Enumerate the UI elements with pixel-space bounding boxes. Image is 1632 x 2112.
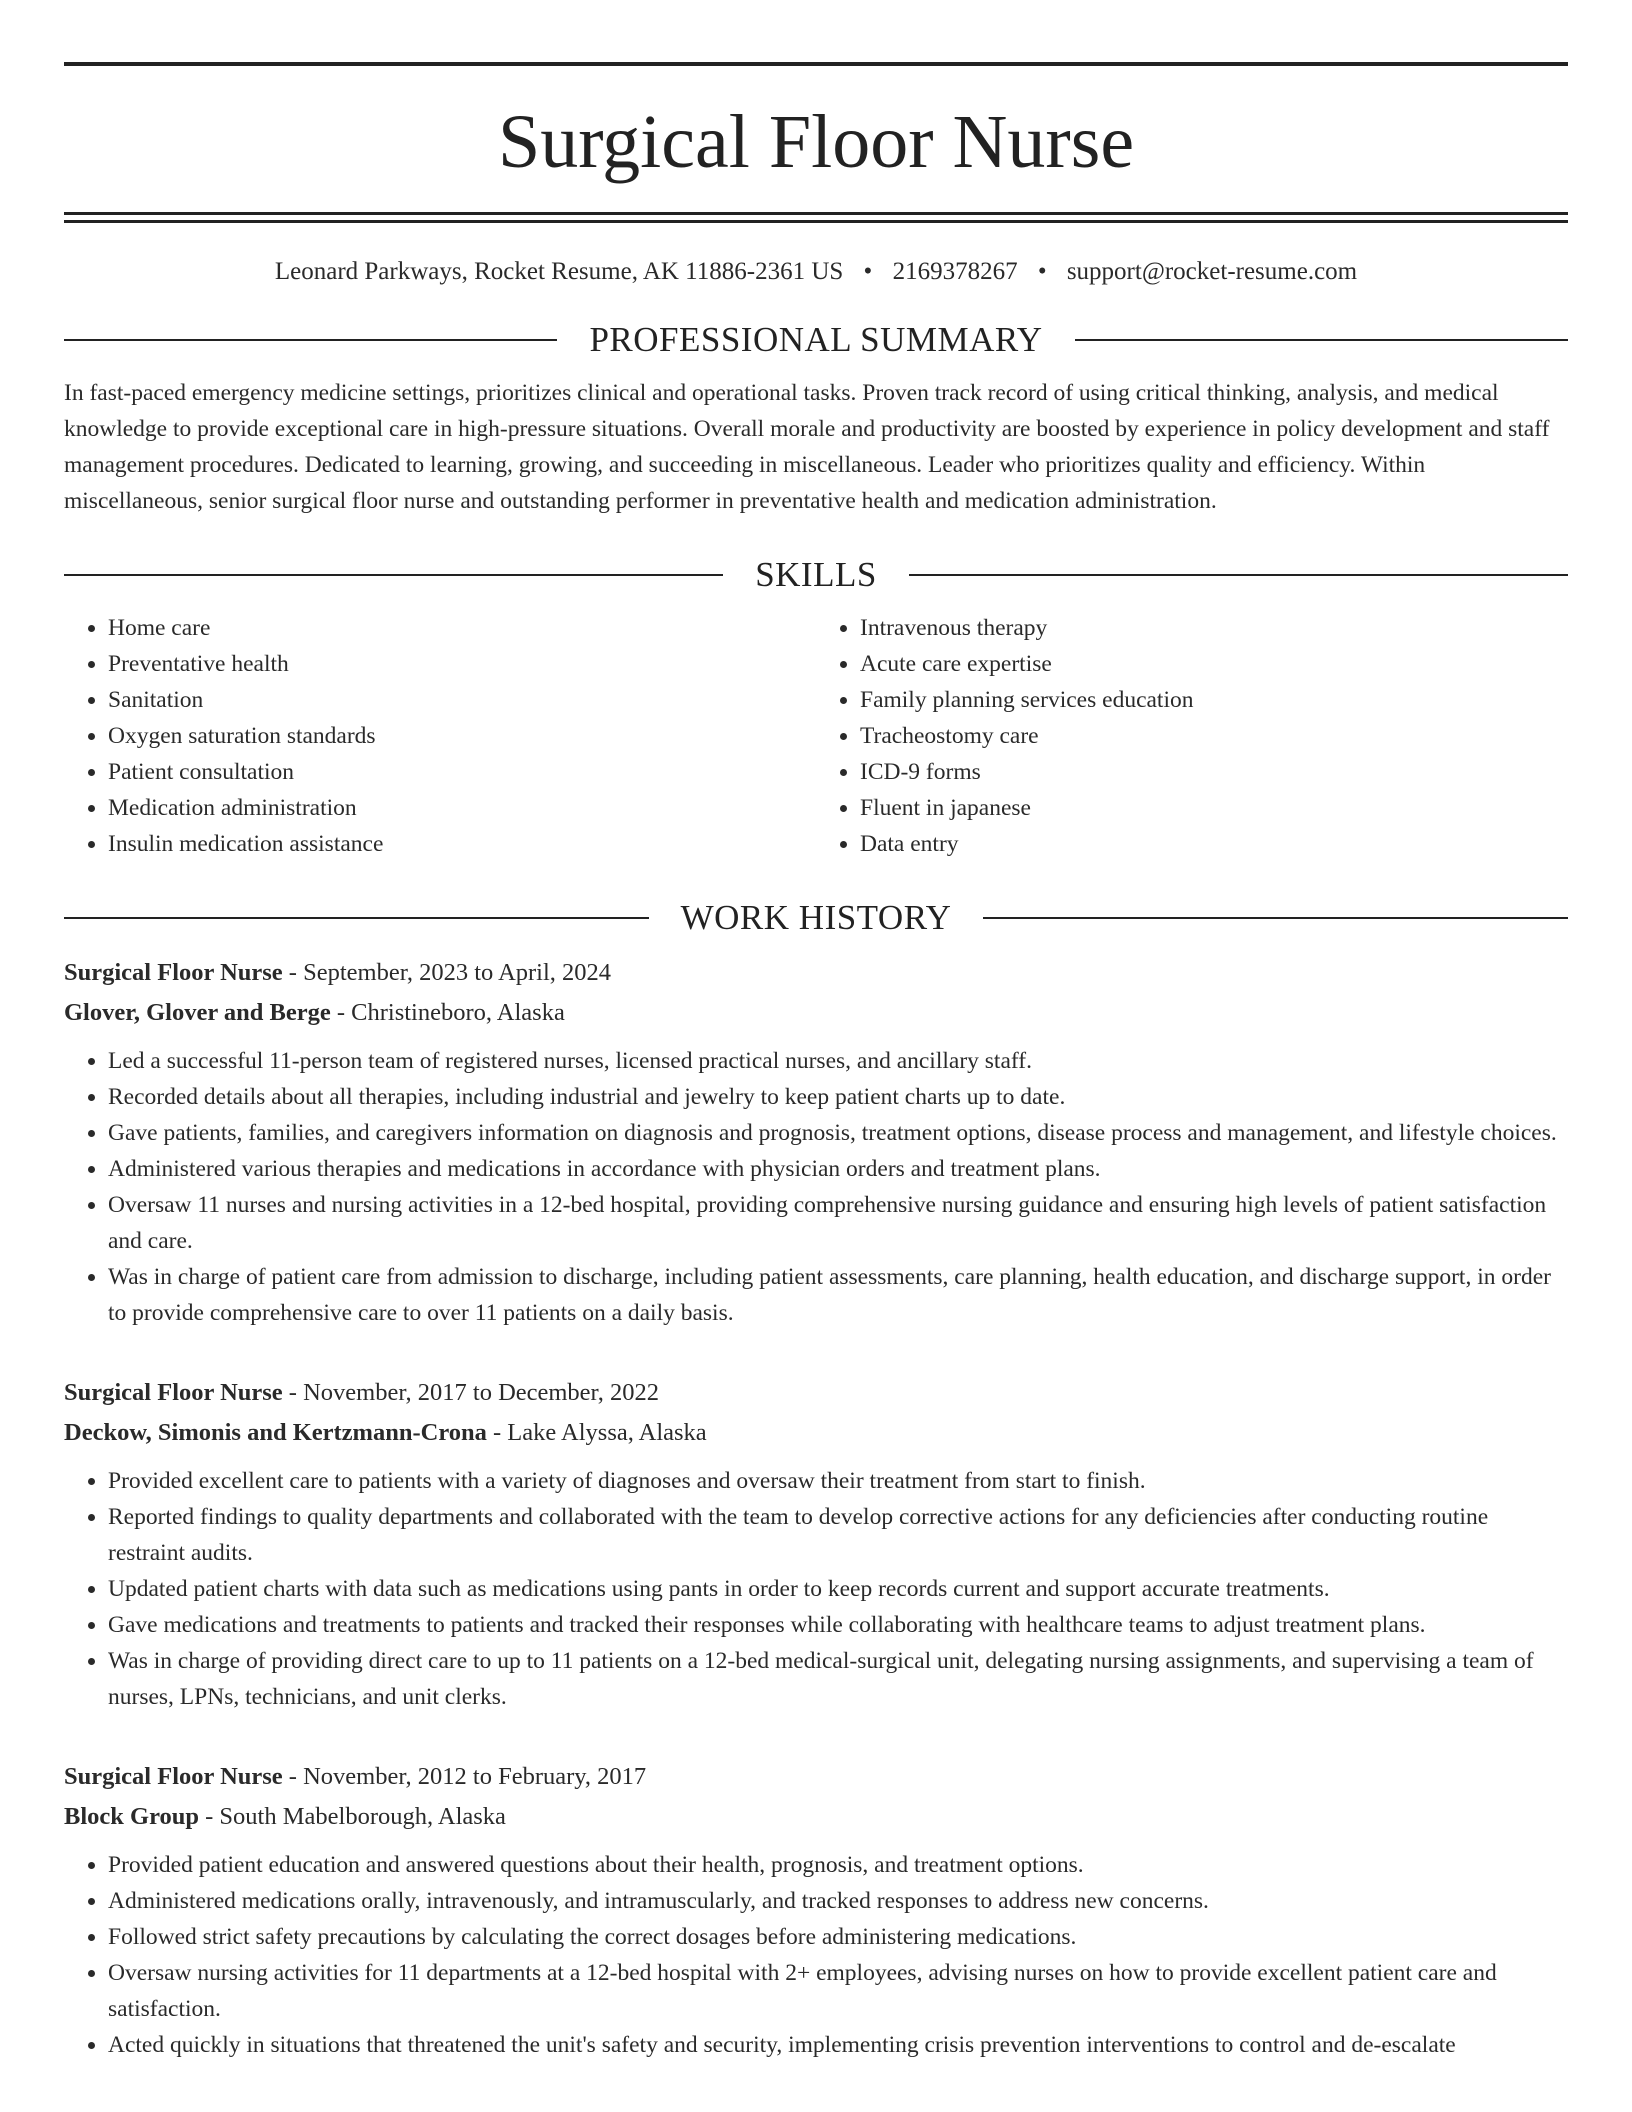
job-title-line xyxy=(64,953,1568,993)
job-dates: - November, 2012 to February, 2017 xyxy=(282,1763,647,1790)
work-section-header xyxy=(64,900,1568,935)
contact-address: Leonard Parkways, Rocket Resume, AK 11886-2361 US xyxy=(274,258,844,285)
summary-section-header xyxy=(64,322,1568,357)
skills-list-right xyxy=(816,610,1568,862)
skills-section-header xyxy=(64,557,1568,592)
divider-line xyxy=(64,574,723,576)
job-bullet: • Recorded details about all therapies, including industrial and jewelry to keep patient charts up to date. xyxy=(108,1079,1568,1115)
work-heading: WORK HISTORY xyxy=(680,898,952,937)
divider-line xyxy=(909,574,1568,576)
job-entry xyxy=(64,1373,1568,1715)
skill-item: • Sanitation xyxy=(108,682,816,718)
job-bullet: • Was in charge of patient care from admission to discharge, including patient assessments, care planning, health education, and discharge support, in order to provide comprehensive care to over 11 patients on a daily basis. xyxy=(108,1259,1568,1331)
skill-item: • Home care xyxy=(108,610,816,646)
job-location: - Christineboro, Alaska xyxy=(330,999,565,1026)
summary-heading: PROFESSIONAL SUMMARY xyxy=(589,320,1043,359)
job-bullet: • Updated patient charts with data such as medications using pants in order to keep records current and support accurate treatments. xyxy=(108,1571,1568,1607)
job-company-line xyxy=(64,1797,1568,1837)
job-title-line xyxy=(64,1757,1568,1797)
job-company: Deckow, Simonis and Kertzmann-Crona xyxy=(64,1419,487,1446)
skills-list-left xyxy=(64,610,816,862)
job-location: - South Mabelborough, Alaska xyxy=(199,1803,506,1830)
skill-item: • Acute care expertise xyxy=(860,646,1568,682)
job-title-line xyxy=(64,1373,1568,1413)
skill-item: • Preventative health xyxy=(108,646,816,682)
job-company-line xyxy=(64,1413,1568,1453)
skill-item: • Patient consultation xyxy=(108,754,816,790)
job-bullet: • Provided excellent care to patients with a variety of diagnoses and oversaw their treatment from start to finish. xyxy=(108,1463,1568,1499)
job-bullet: • Reported findings to quality departments and collaborated with the team to develop corrective actions for any deficiencies after conducting routine restraint audits. xyxy=(108,1499,1568,1571)
top-rule xyxy=(64,62,1568,66)
job-bullet: • Led a successful 11-person team of registered nurses, licensed practical nurses, and ancillary staff. xyxy=(108,1043,1568,1079)
contact-phone: 2169378267 xyxy=(892,258,1018,285)
skills-columns xyxy=(64,610,1568,862)
skill-item: • Intravenous therapy xyxy=(860,610,1568,646)
job-title: Surgical Floor Nurse xyxy=(64,1379,283,1406)
contact-separator: • xyxy=(863,258,873,285)
job-dates: - September, 2023 to April, 2024 xyxy=(282,959,612,986)
job-bullet: • Was in charge of providing direct care to up to 11 patients on a 12-bed medical-surgical unit, delegating nursing assignments, and supervising a team of nurses, LPNs, technicians, and unit clerks. xyxy=(108,1643,1568,1715)
job-bullets xyxy=(64,1847,1568,2063)
job-entry xyxy=(64,1757,1568,2063)
job-company-line xyxy=(64,993,1568,1033)
skill-item: • Oxygen saturation standards xyxy=(108,718,816,754)
job-dates: - November, 2017 to December, 2022 xyxy=(282,1379,659,1406)
resume-title: Surgical Floor Nurse xyxy=(497,100,1135,184)
divider-line xyxy=(1075,339,1568,341)
contact-line xyxy=(64,259,1568,284)
skill-item: • Medication administration xyxy=(108,790,816,826)
skill-item: • Tracheostomy care xyxy=(860,718,1568,754)
job-bullet: • Gave patients, families, and caregivers information on diagnosis and prognosis, treatment options, disease process and management, and lifestyle choices. xyxy=(108,1115,1568,1151)
divider-line xyxy=(64,917,649,919)
contact-email: support@rocket-resume.com xyxy=(1066,258,1358,285)
title-double-rule xyxy=(64,212,1568,223)
job-bullet: • Administered medications orally, intravenously, and intramuscularly, and tracked responses to address new concerns. xyxy=(108,1883,1568,1919)
skills-heading: SKILLS xyxy=(755,555,877,594)
skill-item: • Data entry xyxy=(860,826,1568,862)
job-bullet: • Administered various therapies and medications in accordance with physician orders and treatment plans. xyxy=(108,1151,1568,1187)
job-bullets xyxy=(64,1463,1568,1715)
divider-line xyxy=(983,917,1568,919)
job-bullets xyxy=(64,1043,1568,1331)
job-title: Surgical Floor Nurse xyxy=(64,959,283,986)
job-bullet: • Oversaw nursing activities for 11 departments at a 12-bed hospital with 2+ employees, advising nurses on how to provide excellent patient care and satisfaction. xyxy=(108,1955,1568,2027)
job-bullet: • Gave medications and treatments to patients and tracked their responses while collaborating with healthcare teams to adjust treatment plans. xyxy=(108,1607,1568,1643)
skill-item: • Family planning services education xyxy=(860,682,1568,718)
skill-item: • ICD-9 forms xyxy=(860,754,1568,790)
job-company: Glover, Glover and Berge xyxy=(64,999,331,1026)
job-bullet: • Oversaw 11 nurses and nursing activities in a 12-bed hospital, providing comprehensive nursing guidance and ensuring high levels of patient satisfaction and care. xyxy=(108,1187,1568,1259)
job-bullet: • Followed strict safety precautions by calculating the correct dosages before administering medications. xyxy=(108,1919,1568,1955)
job-location: - Lake Alyssa, Alaska xyxy=(486,1419,707,1446)
contact-separator: • xyxy=(1037,258,1047,285)
skill-item: • Fluent in japanese xyxy=(860,790,1568,826)
job-bullet: • Provided patient education and answered questions about their health, prognosis, and treatment options. xyxy=(108,1847,1568,1883)
job-entry xyxy=(64,953,1568,1331)
divider-line xyxy=(64,339,557,341)
job-company: Block Group xyxy=(64,1803,200,1830)
job-bullet: • Acted quickly in situations that threatened the unit's safety and security, implementing crisis prevention interventions to control and de-escalate xyxy=(108,2027,1568,2063)
summary-text: In fast-paced emergency medicine settings, prioritizes clinical and operational tasks. Proven track record of using critical thinking, analysis, and medical knowledge to provide exceptional care in high-pressure situations. Overall morale and productivity are boosted by experience in policy development and staff management procedures. Dedicated to learning, growing, and succeeding in miscellaneous. Leader who prioritizes quality and efficiency. Within miscellaneous, senior surgical floor nurse and outstanding performer in preventative health and medication administration. xyxy=(64,380,1550,514)
skill-item: • Insulin medication assistance xyxy=(108,826,816,862)
job-title: Surgical Floor Nurse xyxy=(64,1763,283,1790)
